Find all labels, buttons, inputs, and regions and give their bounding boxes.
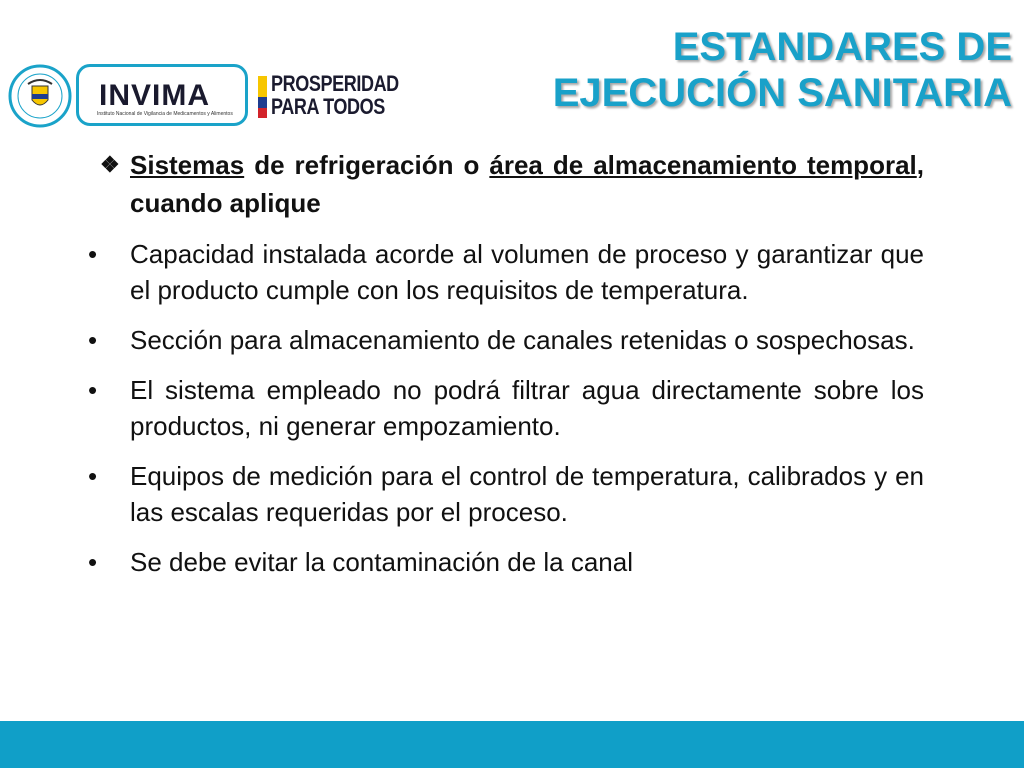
colombia-flag-icon (258, 76, 267, 118)
slide-title (412, 24, 1012, 116)
heading-part3: área de almacenamiento temporal (489, 150, 917, 180)
footer-bar (0, 721, 1024, 768)
invima-logo-subtitle: Instituto Nacional de Vigilancia de Medicamentos y Alimentos (97, 111, 233, 117)
bullet-item (88, 322, 924, 358)
bullet-text: Sección para almacenamiento de canales retenidas o sospechosas. (130, 325, 915, 355)
bullet-item (88, 236, 924, 308)
bullet-dot-icon: • (88, 375, 98, 405)
bullet-dot-icon: • (88, 547, 98, 577)
title-line2: EJECUCIÓN SANITARIA (552, 71, 1012, 115)
title-line1: ESTANDARES DE (672, 25, 1012, 69)
invima-logo (76, 64, 248, 126)
heading-part1: Sistemas (130, 150, 245, 180)
invima-logo-text: INVIMA (99, 79, 210, 112)
slide-content (88, 146, 924, 594)
prosperidad-logo (271, 72, 399, 118)
bullet-item (88, 544, 924, 580)
bullet-text: Equipos de medición para el control de temperatura, calibrados y en las escalas requeridas por el proceso. (130, 461, 924, 527)
heading-part4: , cuando aplique (130, 150, 924, 218)
bullet-item (88, 458, 924, 530)
bullet-item (88, 372, 924, 444)
prosperidad-line1: PROSPERIDAD (271, 71, 399, 96)
section-heading (100, 146, 924, 222)
bullet-dot-icon: • (88, 325, 98, 355)
bullet-dot-icon: • (88, 239, 98, 269)
prosperidad-line2: PARA TODOS (271, 94, 385, 119)
bullet-text: El sistema empleado no podrá filtrar agua directamente sobre los productos, ni generar empozamiento. (130, 375, 924, 441)
heading-part2: de refrigeración o (244, 150, 490, 180)
bullet-text: Capacidad instalada acorde al volumen de proceso y garantizar que el producto cumple con los requisitos de temperatura. (130, 239, 924, 305)
colombia-seal-logo (8, 64, 72, 128)
diamond-bullet-icon: ❖ (100, 152, 120, 177)
bullet-text: Se debe evitar la contaminación de la canal (130, 547, 633, 577)
bullet-dot-icon: • (88, 461, 98, 491)
